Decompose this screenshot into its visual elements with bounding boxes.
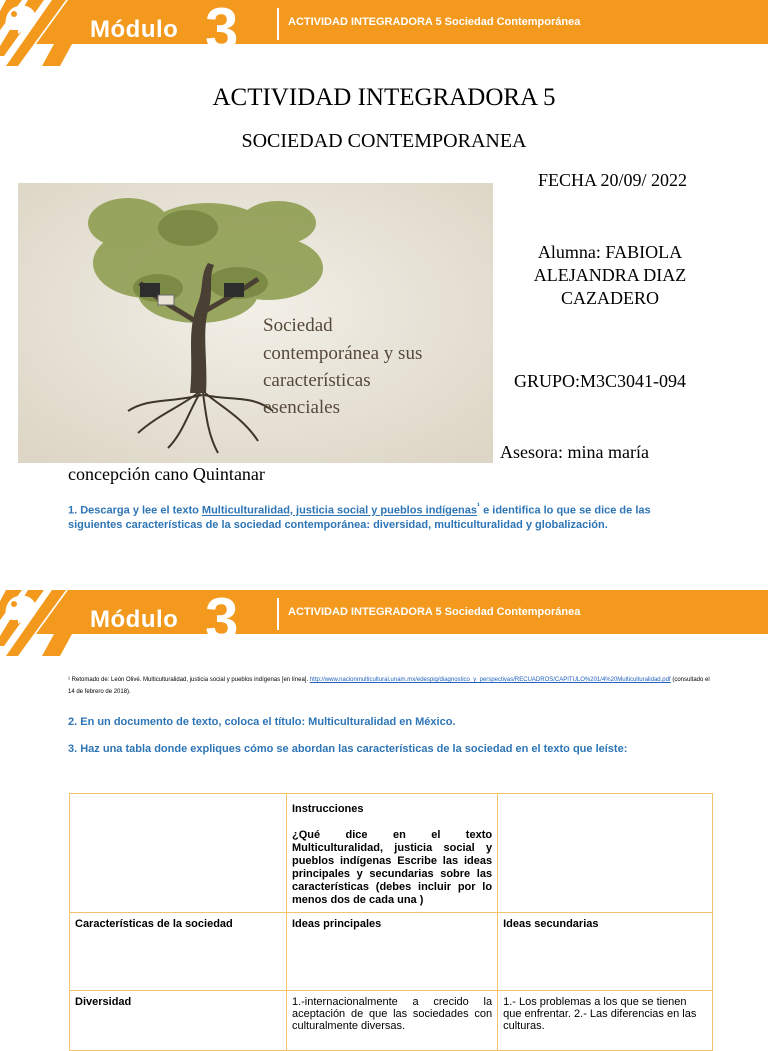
characteristics-table xyxy=(69,793,713,1051)
banner-divider xyxy=(277,8,279,40)
student-name: Alumna: FABIOLA ALEJANDRA DIAZ CAZADERO xyxy=(533,242,687,308)
footnote-marker: ¹ xyxy=(476,501,481,511)
advisor-line-2: concepción cano Quintanar xyxy=(68,464,265,484)
instruction-1-suffix: e identifica lo que se dice de las siguientes características de la sociedad contemporánea: diversidad, multiculturalidad y globalización. xyxy=(68,504,651,531)
reading-link[interactable]: Multiculturalidad, justicia social y pueblos indígenas xyxy=(201,504,477,517)
banner-divider-2 xyxy=(277,598,279,630)
header-main-ideas: Ideas principales xyxy=(286,913,497,991)
prepa-logo-icon xyxy=(0,0,42,34)
module-banner-2 xyxy=(0,590,768,656)
page-gap xyxy=(0,560,768,590)
document-title: ACTIVIDAD INTEGRADORA 5 xyxy=(212,84,556,111)
image-caption-line3: características xyxy=(263,370,371,391)
activity-title: ACTIVIDAD INTEGRADORA 5 Sociedad Contemporánea xyxy=(288,16,581,28)
advisor-line-1: Asesora: mina maría xyxy=(500,442,649,462)
instruction-1-prefix: 1. Descarga y lee el texto xyxy=(68,504,202,517)
footnote-end: (consultado el 14 de febrero de 2018). xyxy=(68,677,710,695)
document-page-2 xyxy=(0,590,768,1032)
footnote-link[interactable]: http://www.nacionmulticultural.unam.mx/edespig/diagnostico_y_perspectivas/RECUADROS/CAPITULO%201/4%20Multiculturalidad.pdf xyxy=(309,677,671,683)
instructions-body: ¿Qué dice en el texto Multiculturalidad, justicia social y pueblos indígenas Escribe las ideas principales y secundarias sobre las características (debes incluir por lo menos dos de cada una ) xyxy=(291,829,493,906)
logo-text: Prepa en línea SEP xyxy=(736,8,753,32)
footnote xyxy=(68,674,718,698)
activity-title-2: ACTIVIDAD INTEGRADORA 5 Sociedad Contemporánea xyxy=(288,606,581,618)
image-caption-line1: Sociedad xyxy=(263,315,333,336)
module-banner xyxy=(0,0,768,66)
header-characteristics: Características de la sociedad xyxy=(70,913,287,991)
instructions-heading: Instrucciones xyxy=(291,803,364,815)
date-label: FECHA 20/09/ 2022 xyxy=(538,170,688,190)
instruction-2: 2. En un documento de texto, coloca el título: Multiculturalidad en México. xyxy=(68,716,456,728)
diversity-secondary-idea: 1.- Los problemas a los que se tienen que enfrentar. 2.- Las diferencias en las culturas. xyxy=(498,991,713,1051)
group-label: GRUPO:M3C3041-094 xyxy=(514,371,687,391)
prepa-logo-icon-2 xyxy=(0,590,42,624)
header-secondary-ideas: Ideas secundarias xyxy=(498,913,713,991)
module-label-2: Módulo xyxy=(90,606,179,633)
image-caption-line4: esenciales xyxy=(263,397,341,418)
tree-illustration xyxy=(18,183,493,463)
table-row xyxy=(70,991,713,1051)
table-row xyxy=(70,913,713,991)
module-number-2: 3 xyxy=(205,590,239,653)
instructions-cell xyxy=(286,794,497,913)
module-number: 3 xyxy=(205,0,239,63)
table-row xyxy=(70,794,713,913)
instruction-3: 3. Haz una tabla donde expliques cómo se abordan las características de la sociedad en el texto que leíste: xyxy=(68,743,628,755)
instruction-1 xyxy=(68,499,708,532)
module-label: Módulo xyxy=(90,16,179,43)
document-subtitle: SOCIEDAD CONTEMPORANEA xyxy=(241,130,527,152)
image-caption-line2: contemporánea y sus xyxy=(263,343,423,364)
table-cell-empty xyxy=(70,794,287,913)
row-label-diversity: Diversidad xyxy=(70,991,287,1051)
logo-text-2: Prepa en línea SEP xyxy=(736,598,753,622)
table-cell-empty xyxy=(498,794,713,913)
diversity-main-idea: 1.-internacionalmente a crecido la aceptación de que las sociedades con culturalmente diversas. xyxy=(286,991,497,1051)
footnote-text: ¹ Retomado de: León Olivé. Multiculturalidad, justicia social y pueblos indígenas [en línea]. xyxy=(68,677,310,683)
